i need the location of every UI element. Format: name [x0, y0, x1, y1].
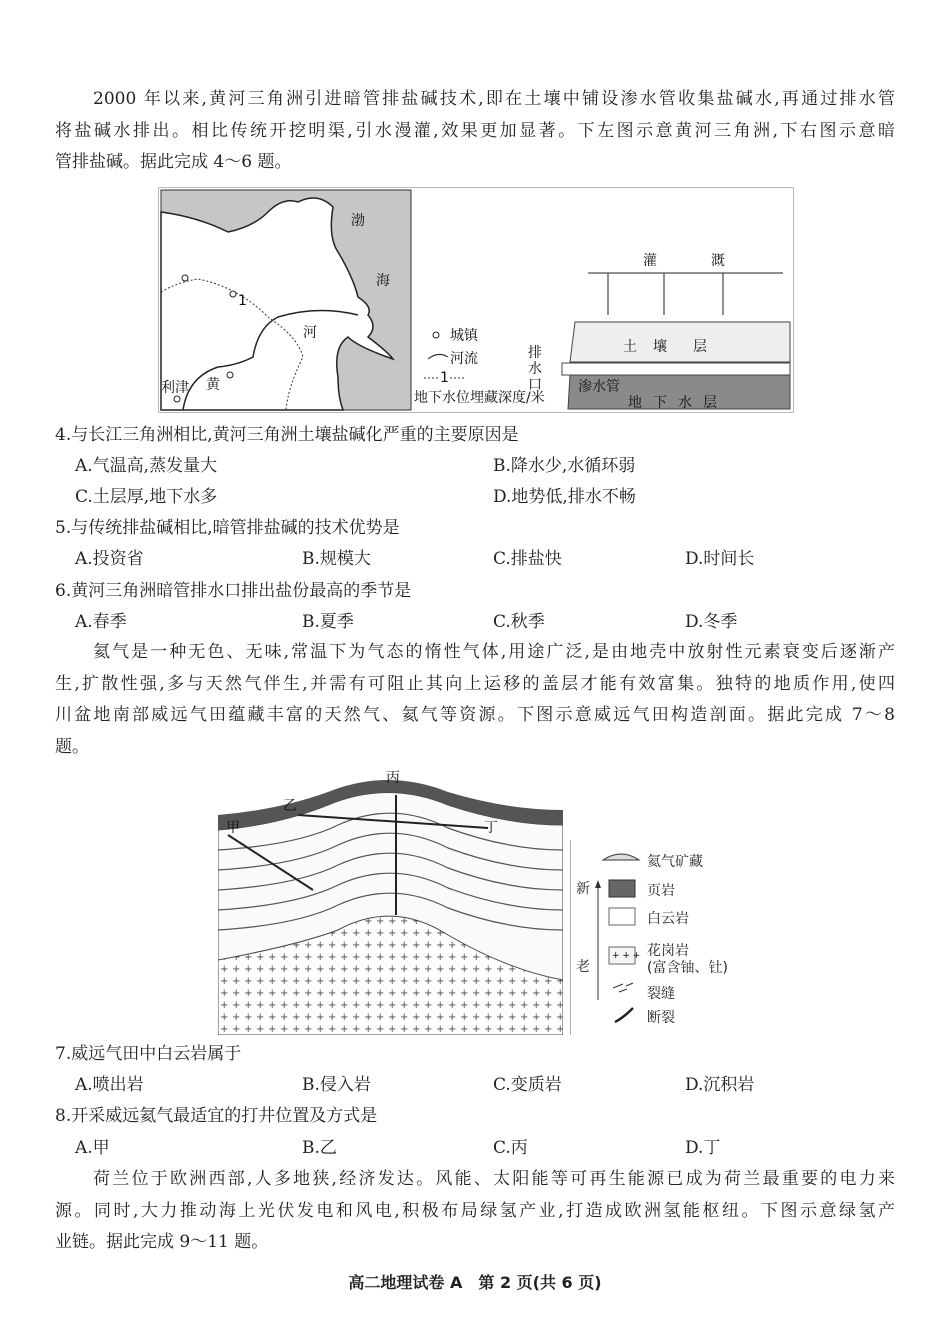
svg-text:海: 海	[376, 273, 390, 289]
passage3-line: 荷兰位于欧洲西部,人多地狭,经济发达。风能、太阳能等可再生能源已成为荷兰最重要的电力来	[93, 1169, 895, 1189]
q5-option-c: C.排盐快	[493, 549, 562, 569]
svg-text:排: 排	[528, 345, 542, 361]
q5-option-d: D.时间长	[685, 549, 755, 569]
q8-stem: 8.开采威远氦气最适宜的打井位置及方式是	[55, 1106, 378, 1126]
q6-option-c: C.秋季	[493, 612, 545, 632]
q5-option-b: B.规模大	[302, 549, 371, 569]
q4-option-b: B.降水少,水循环弱	[493, 456, 636, 476]
q5-stem: 5.与传统排盐碱相比,暗管排盐碱的技术优势是	[55, 518, 400, 538]
svg-text:水: 水	[528, 361, 542, 377]
q7-option-d: D.沉积岩	[685, 1075, 755, 1095]
q7-option-a: A.喷出岩	[75, 1075, 144, 1095]
q7-option-b: B.侵入岩	[302, 1075, 371, 1095]
q5-option-a: A.投资省	[75, 549, 144, 569]
q8-option-a: A.甲	[75, 1138, 110, 1158]
svg-text:河流: 河流	[450, 351, 478, 367]
svg-text:溉: 溉	[711, 253, 725, 269]
passage2-line: 氦气是一种无色、无味,常温下为气态的惰性气体,用途广泛,是由地壳中放射性元素衰变后逐渐产	[93, 642, 895, 662]
passage2-line: 题。	[55, 737, 89, 757]
drain-pipe	[562, 363, 790, 375]
q6-stem: 6.黄河三角洲暗管排水口排出盐份最高的季节是	[55, 581, 412, 601]
svg-text:1: 1	[238, 293, 247, 309]
svg-text:甲: 甲	[226, 820, 240, 836]
q4-option-a: A.气温高,蒸发量大	[75, 456, 218, 476]
passage1-line: 2000 年以来,黄河三角洲引进暗管排盐碱技术,即在土壤中铺设渗水管收集盐碱水,再通过排水管	[93, 89, 895, 109]
svg-text:水: 水	[678, 395, 692, 411]
svg-text:黄: 黄	[206, 377, 220, 393]
passage3-line: 业链。据此完成 9～11 题。	[55, 1232, 269, 1252]
q7-stem: 7.威远气田中白云岩属于	[55, 1044, 242, 1064]
passage2-line: 川盆地南部威远气田蕴藏丰富的天然气、氦气等资源。下图示意威远气田构造剖面。据此完成 7～8	[55, 705, 895, 725]
svg-text:渤: 渤	[351, 213, 365, 229]
yellow-river-delta-figure	[158, 187, 794, 413]
passage3-line: 源。同时,大力推动海上光伏发电和风电,积极布局绿氢产业,打造成欧洲氢能枢纽。下图示意绿氢产	[55, 1201, 895, 1221]
q6-option-a: A.春季	[75, 612, 127, 632]
svg-text:灌: 灌	[643, 253, 657, 269]
svg-text:城镇: 城镇	[450, 328, 478, 344]
svg-text:下: 下	[653, 395, 667, 411]
svg-text:利津: 利津	[161, 380, 189, 396]
figure2-legend: + + + 新 老 氦气矿藏 页岩 白云岩 花岗岩 (富含铀、钍) 裂缝 断裂	[570, 840, 741, 1035]
svg-text:壤: 壤	[653, 339, 667, 355]
q8-option-b: B.乙	[302, 1138, 337, 1158]
svg-text:丁: 丁	[484, 820, 498, 836]
svg-text:地: 地	[628, 395, 642, 411]
svg-text:乙: 乙	[283, 798, 297, 814]
passage1-line: 将盐碱水排出。相比传统开挖明渠,引水漫灌,效果更加显著。下左图示意黄河三角洲,下右图示意暗	[55, 121, 895, 141]
svg-text:地下水位埋藏深度/米: 地下水位埋藏深度/米	[414, 390, 545, 406]
q8-option-c: C.丙	[493, 1138, 528, 1158]
q6-option-d: D.冬季	[685, 612, 738, 632]
svg-text:丙: 丙	[386, 770, 400, 786]
svg-text:层: 层	[693, 339, 707, 355]
svg-text:河: 河	[303, 325, 317, 341]
svg-text:渗水管: 渗水管	[578, 379, 620, 395]
svg-text:1: 1	[440, 370, 449, 386]
q4-stem: 4.与长江三角洲相比,黄河三角洲土壤盐碱化严重的主要原因是	[55, 425, 519, 445]
svg-text:层: 层	[703, 395, 717, 411]
svg-text:+ + +: + + +	[612, 951, 641, 961]
weiyuan-gasfield-section	[218, 770, 563, 1035]
svg-text:口: 口	[528, 377, 542, 393]
page-footer: 高二地理试卷 A 第 2 页(共 6 页)	[348, 1273, 602, 1292]
passage1-line: 管排盐碱。据此完成 4～6 题。	[55, 152, 292, 172]
q7-option-c: C.变质岩	[493, 1075, 562, 1095]
q4-option-c: C.土层厚,地下水多	[75, 487, 218, 507]
svg-text:土: 土	[623, 339, 637, 355]
passage2-line: 生,扩散性强,多与天然气伴生,并需有可阻止其向上运移的盖层才能有效富集。独特的地质作用,使四	[55, 674, 895, 694]
q8-option-d: D.丁	[685, 1138, 721, 1158]
q4-option-d: D.地势低,排水不畅	[493, 487, 636, 507]
q6-option-b: B.夏季	[302, 612, 354, 632]
